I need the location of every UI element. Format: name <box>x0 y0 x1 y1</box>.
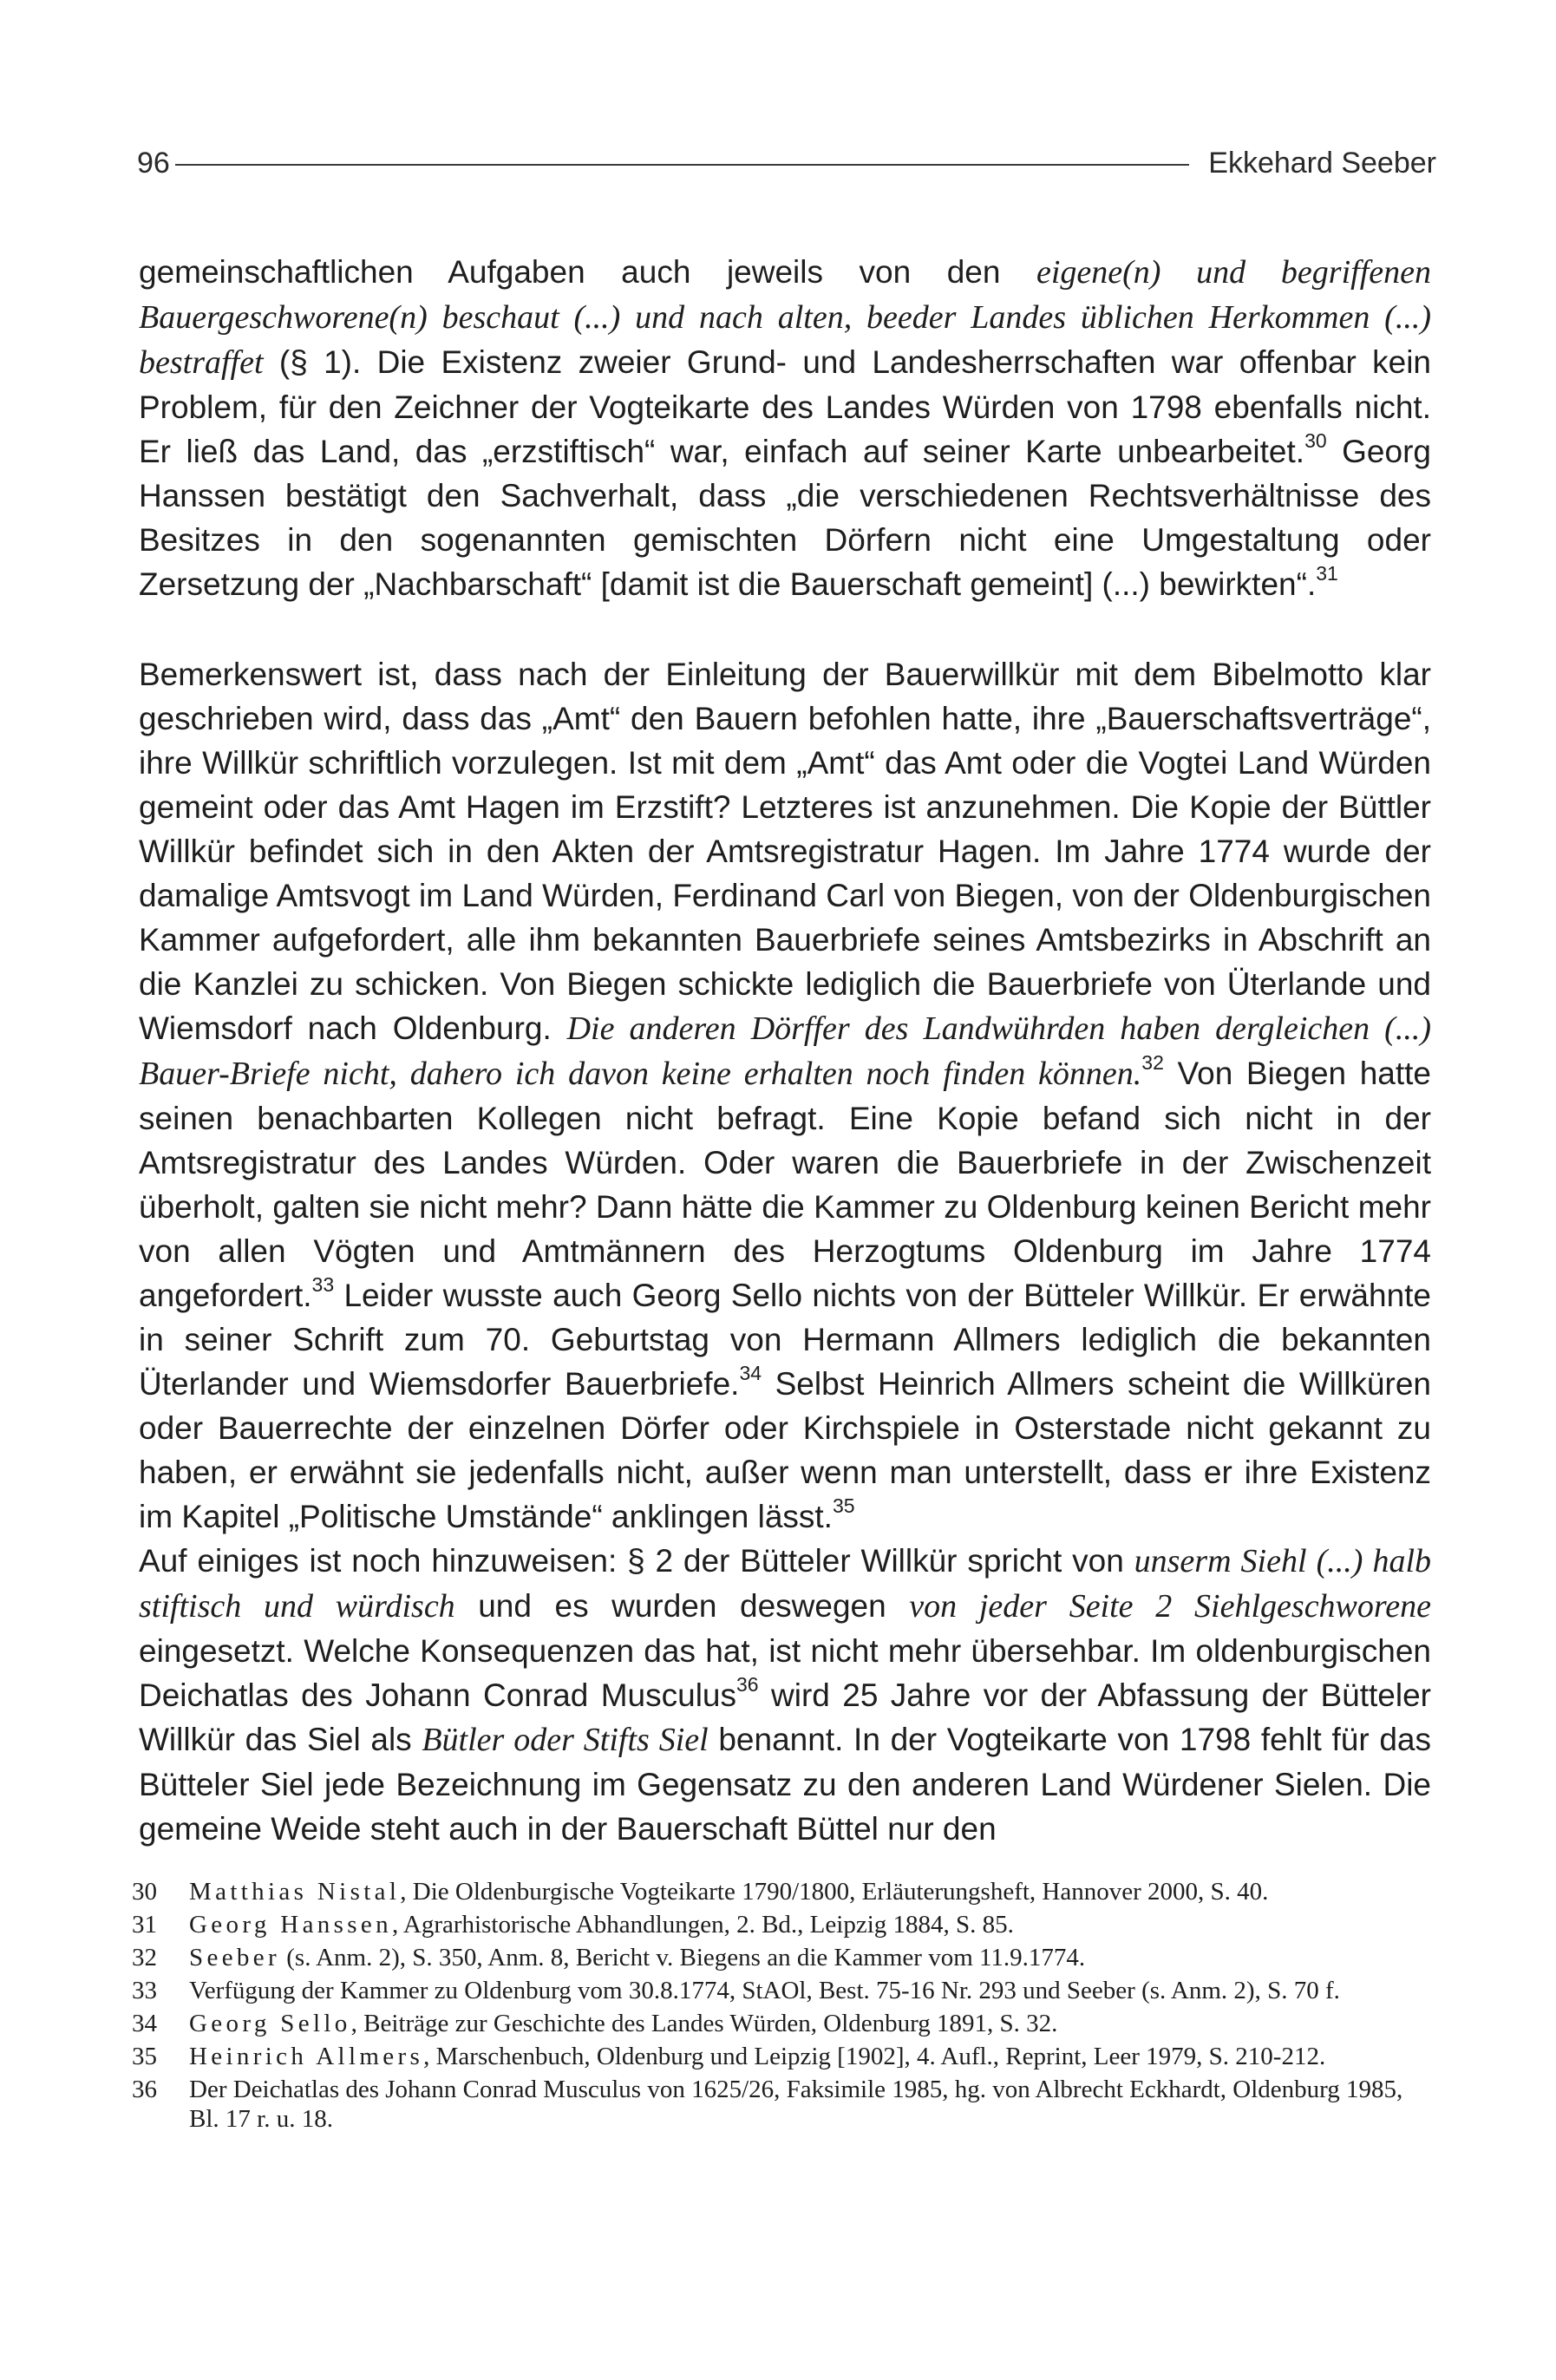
footnote-reference: 33 <box>311 1272 335 1296</box>
text-run: und es wurden deswegen <box>454 1588 910 1624</box>
footnote-33 <box>132 1976 1431 2005</box>
footnote-32 <box>132 1943 1431 1972</box>
footnote-author: Heinrich Allmers <box>189 2043 424 2070</box>
text-run: Auf einiges ist noch hinzuweisen: § 2 der Bütteler Willkür spricht von <box>139 1543 1134 1579</box>
footnote-author: Matthias Nistal <box>189 1878 401 1906</box>
footnotes <box>132 1877 1431 2137</box>
footnote-citation: , Die Oldenburgische Vogteikarte 1790/1800, Erläuterungsheft, Hannover 2000, S. 40. <box>400 1878 1269 1906</box>
header-rule <box>175 164 1189 166</box>
footnote-number: 31 <box>132 1911 157 1939</box>
footnote-number: 35 <box>132 2043 157 2070</box>
footnote-citation: (s. Anm. 2), S. 350, Anm. 8, Bericht v. Biegens an die Kammer vom 11.9.1774. <box>280 1944 1086 1971</box>
text-run: Georg Hanssen bestätigt den Sachverhalt, dass „die verschiedenen Rechtsverhältnisse des Besitzes in den sogenannten gemischten Dörfern nicht eine Umgestaltung oder Zersetzung der „Nachbarschaft“ [damit ist die Bauerschaft gemeint] (...) bewirkten“. <box>139 434 1431 602</box>
footnote-34 <box>132 2009 1431 2038</box>
footnote-number: 36 <box>132 2076 157 2103</box>
footnote-number: 33 <box>132 1977 157 2004</box>
footnote-number: 34 <box>132 2010 157 2037</box>
footnote-reference: 35 <box>832 1494 855 1517</box>
footnote-citation: , Marschenbuch, Oldenburg und Leipzig [1902], 4. Aufl., Reprint, Leer 1979, S. 210-212. <box>423 2043 1326 2070</box>
footnote-citation: , Beiträge zur Geschichte des Landes Würden, Oldenburg 1891, S. 32. <box>350 2010 1058 2037</box>
footnote-36 <box>132 2075 1431 2134</box>
footnote-citation: Verfügung der Kammer zu Oldenburg vom 30.8.1774, StAOl, Best. 75-16 Nr. 293 und Seeber (s. Anm. 2), S. 70 f. <box>189 1977 1340 2004</box>
paragraph-3 <box>139 1539 1431 1851</box>
footnote-author: Georg Hanssen <box>189 1911 393 1939</box>
quotation: unserm Siehl (...) halb stiftisch und würdisch <box>139 1543 1432 1625</box>
footnote-citation: Der Deichatlas des Johann Conrad Musculus von 1625/26, Faksimile 1985, hg. von Albrecht Eckhardt, Oldenburg 1985, Bl. 17 r. u. 18. <box>189 2076 1403 2133</box>
footnote-text <box>189 1910 1431 1939</box>
quotation: eigene(n) und begriffenen Bauergeschworene(n) beschaut (...) und nach alten, beeder Landes üblichen Herkommen (...) bestraffet <box>139 254 1431 381</box>
footnote-reference: 36 <box>736 1672 759 1696</box>
footnote-text <box>189 2042 1431 2071</box>
footnote-reference: 30 <box>1304 428 1327 452</box>
footnote-30 <box>132 1877 1431 1906</box>
running-head-author: Ekkehard Seeber <box>1208 146 1436 180</box>
paragraph-1 <box>139 250 1431 606</box>
footnote-reference: 32 <box>1141 1050 1164 1074</box>
footnote-31 <box>132 1910 1431 1939</box>
main-text <box>139 250 1431 1851</box>
text-run: eingesetzt. Welche Konsequenzen das hat, ist nicht mehr übersehbar. Im oldenburgischen Deichatlas des Johann Conrad Musculus <box>139 1633 1431 1713</box>
footnote-text <box>189 2075 1431 2134</box>
text-run: (§ 1). Die Existenz zweier Grund- und Landesherrschaften war offenbar kein Problem, für den Zeichner der Vogteikarte des Landes Würden von 1798 ebenfalls nicht. Er ließ das Land, das „erzstiftisch“ war, einfach auf seiner Karte unbearbeitet. <box>139 344 1431 469</box>
text-run: benannt. In der Vogteikarte von 1798 fehlt für das Bütteler Siel jede Bezeichnung im Gegensatz zu den anderen Land Würdener Sielen. Die gemeine Weide steht auch in der Bauerschaft Büttel nur den <box>139 1722 1431 1847</box>
page-header <box>137 139 1436 187</box>
footnote-number: 30 <box>132 1878 157 1906</box>
text-run: Von Biegen hatte seinen benachbarten Kollegen nicht befragt. Eine Kopie befand sich nicht in der Amtsregistratur des Landes Würden. Oder waren die Bauerbriefe in der Zwischenzeit überholt, galten sie nicht mehr? Dann hätte die Kammer zu Oldenburg keinen Bericht mehr von allen Vögten und Amtmännern des Herzogtums Oldenburg im Jahre 1774 angefordert. <box>139 1056 1431 1313</box>
quotation: von jeder Seite 2 Siehlgeschworene <box>909 1588 1432 1625</box>
footnote-author: Seeber <box>189 1944 281 1971</box>
text-run: gemeinschaftlichen Aufgaben auch jeweils von den <box>139 254 1036 290</box>
footnote-citation: , Agrarhistorische Abhandlungen, 2. Bd., Leipzig 1884, S. 85. <box>392 1911 1014 1939</box>
quotation: Die anderen Dörffer des Landwührden haben dergleichen (...) Bauer-Briefe nicht, dahero ich davon keine erhalten noch finden können. <box>139 1010 1431 1092</box>
page-number: 96 <box>137 146 170 180</box>
text-run: Leider wusste auch Georg Sello nichts von der Bütteler Willkür. Er erwähnte in seiner Schrift zum 70. Geburtstag von Hermann Allmers lediglich die bekannten Üterlander und Wiemsdorfer Bauerbriefe. <box>139 1278 1431 1402</box>
footnote-text <box>189 1943 1431 1972</box>
quotation: Bütler oder Stifts Siel <box>422 1722 709 1758</box>
text-run: wird 25 Jahre vor der Abfassung der Bütteler Willkür das Siel als <box>139 1677 1431 1757</box>
footnote-number: 32 <box>132 1944 157 1971</box>
footnote-reference: 34 <box>739 1361 762 1384</box>
footnote-author: Georg Sello <box>189 2010 351 2037</box>
footnote-text <box>189 1976 1431 2005</box>
text-run: Bemerkenswert ist, dass nach der Einleitung der Bauerwillkür mit dem Bibelmotto klar geschrieben wird, dass das „Amt“ den Bauern befohlen hatte, ihre „Bauerschaftsverträge“, ihre Willkür schriftlich vorzulegen. Ist mit dem „Amt“ das Amt oder die Vogtei Land Würden gemeint oder das Amt Hagen im Erzstift? Letzteres ist anzunehmen. Die Kopie der Büttler Willkür befindet sich in den Akten der Amtsregistratur Hagen. Im Jahre 1774 wurde der damalige Amtsvogt im Land Würden, Ferdinand Carl von Biegen, von der Oldenburgischen Kammer aufgefordert, alle ihm bekannten Bauerbriefe seines Amtsbezirks in Abschrift an die Kanzlei zu schicken. Von Biegen schickte lediglich die Bauerbriefe von Üterlande und Wiemsdorf nach Oldenburg. <box>139 657 1431 1046</box>
text-run: Selbst Heinrich Allmers scheint die Willküren oder Bauerrechte der einzelnen Dörfer oder Kirchspiele in Osterstade nicht gekannt zu haben, er erwähnt sie jedenfalls nicht, außer wenn man unterstellt, dass er ihre Existenz im Kapitel „Politische Umstände“ anklingen lässt. <box>139 1366 1431 1534</box>
footnote-35 <box>132 2042 1431 2071</box>
footnote-text <box>189 2009 1431 2038</box>
paragraph-2 <box>139 652 1431 1539</box>
footnote-text <box>189 1877 1431 1906</box>
footnote-reference: 31 <box>1316 561 1338 585</box>
